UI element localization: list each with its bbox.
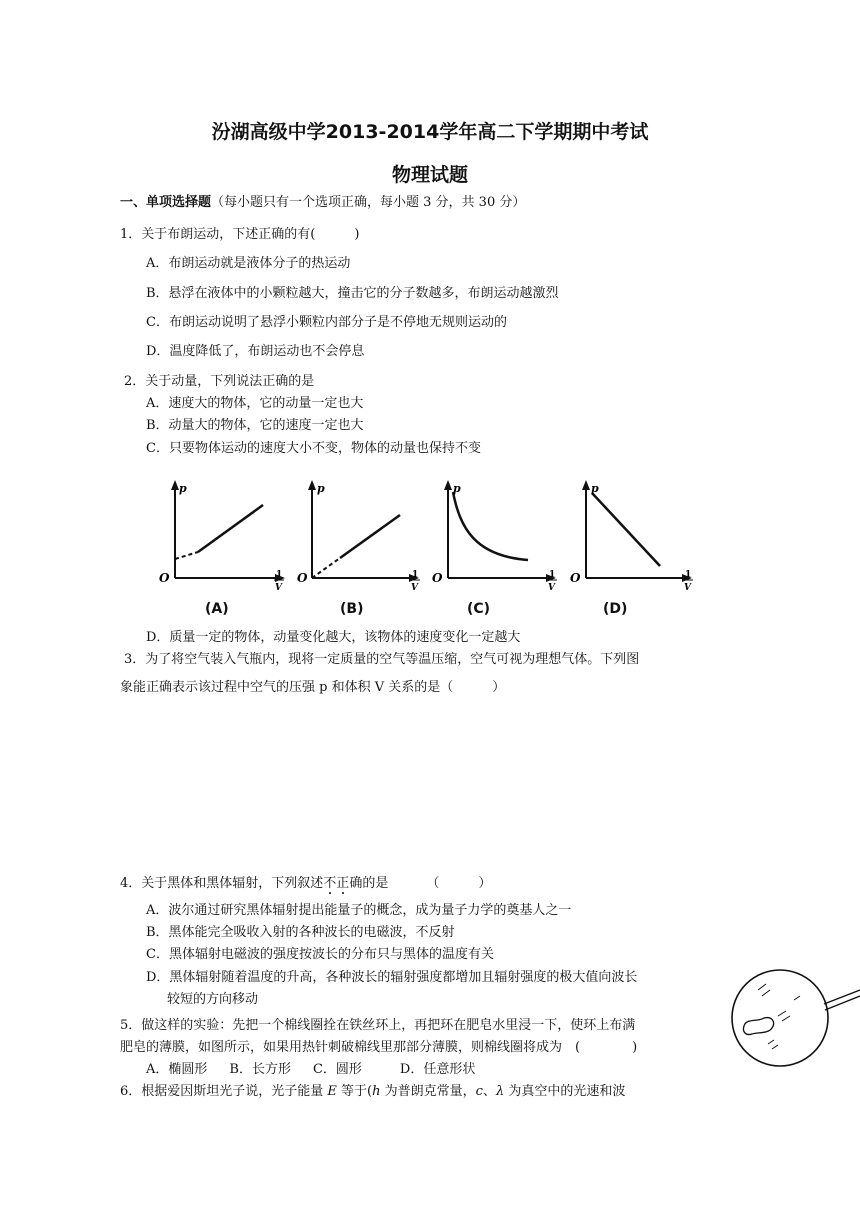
question-3-line-1: 3．为了将空气装入气瓶内，现将一定质量的空气等温压缩，空气可视为理想气体。下列图 (124, 652, 640, 667)
question-1-option-d: D．温度降低了，布朗运动也不会停息 (146, 344, 365, 359)
graph-a-y-label: p (179, 482, 187, 495)
question-2-option-c: C．只要物体运动的速度大小不变，物体的动量也保持不变 (146, 441, 481, 456)
question-3-line-2: 象能正确表示该过程中空气的压强 p 和体积 V 关系的是（ ） (120, 680, 506, 695)
question-2-option-d: D．质量一定的物体，动量变化越大，该物体的速度变化一定越大 (146, 630, 521, 645)
graph-c-label: (C) (467, 601, 491, 617)
question-2-option-b: B．动量大的物体，它的速度一定也大 (146, 418, 364, 433)
graph-a-origin: O (159, 571, 170, 585)
graph-b-label: (B) (340, 601, 364, 617)
question-1-option-c: C．布朗运动说明了悬浮小颗粒内部分子是不停地无规则运动的 (146, 315, 507, 330)
question-4-emphasis-not: 不 (323, 876, 337, 891)
soap-film-ring-figure (728, 960, 860, 1080)
question-4-option-d-line-2: 较短的方向移动 (167, 992, 259, 1007)
question-6-symbol-e: E (327, 1084, 337, 1099)
question-5-line-1: 5．做这样的实验：先把一个棉线圈拴在铁丝环上，再把环在肥皂水里浸一下，使环上布满 (120, 1018, 636, 1033)
graph-a-x-num: 1 (276, 570, 283, 580)
graph-b-origin: O (297, 571, 308, 585)
question-6-separator: 、 (482, 1084, 496, 1099)
graph-d-x-num: 1 (685, 570, 692, 580)
graph-c-x-den: V (548, 583, 555, 593)
graph-d-label: (D) (603, 601, 628, 617)
question-5-option-a: A．椭圆形 (146, 1062, 208, 1077)
question-6-stem (120, 1084, 625, 1100)
question-4-option-c: C．黑体辐射电磁波的强度按波长的分布只与黑体的温度有关 (146, 947, 494, 962)
question-4-option-a: A．波尔通过研究黑体辐射提出能量子的概念，成为量子力学的奠基人之一 (146, 903, 572, 918)
graph-c-x-num: 1 (549, 570, 556, 580)
question-4-stem-post: 确的是 (349, 876, 389, 891)
section-heading-note: （每小题只有一个选项正确，每小题 3 分，共 30 分） (211, 195, 526, 210)
question-6-mid-2: 为普朗克常量， (380, 1084, 476, 1099)
question-5-options (146, 1062, 475, 1078)
question-2-option-a: A．速度大的物体，它的动量一定也大 (146, 396, 364, 411)
question-5-option-c: C．圆形 (312, 1062, 362, 1077)
graph-a-label: (A) (205, 601, 229, 617)
question-6-post: 为真空中的光速和波 (504, 1084, 626, 1099)
graph-c-origin: O (432, 571, 443, 585)
question-2-stem: 2．关于动量，下列说法正确的是 (124, 374, 315, 389)
section-heading-label: 一、单项选择题 (120, 195, 212, 210)
question-5-option-b: B．长方形 (229, 1062, 291, 1077)
question-1-stem: 1．关于布朗运动，下述正确的有( ) (120, 227, 360, 242)
graph-d (566, 478, 706, 623)
question-4-answer-paren: （ ） (426, 876, 492, 891)
graph-c-y-label: p (453, 482, 461, 495)
graph-b (295, 478, 435, 623)
page-title: 汾湖高级中学2013-2014学年高二下学期期中考试 (211, 121, 649, 143)
question-4-emphasis-right: 正 (336, 876, 350, 891)
graph-d-y-label: p (591, 482, 599, 495)
question-4-option-d-line-1: D．黑体辐射随着温度的升高，各种波长的辐射强度都增加且辐射强度的极大值向波长 (146, 970, 638, 985)
question-6-mid-1: 等于( (336, 1084, 373, 1099)
graph-d-x-den: V (684, 583, 691, 593)
question-1-option-a: A．布朗运动就是液体分子的热运动 (146, 256, 351, 271)
question-6-pre: 6．根据爱因斯坦光子说，光子能量 (120, 1084, 328, 1099)
graph-b-x-num: 1 (412, 570, 419, 580)
question-5-option-d: D．任意形状 (399, 1062, 476, 1077)
graph-a-x-den: V (275, 583, 282, 593)
question-6-symbol-h: h (372, 1084, 381, 1099)
question-4-option-b: B．黑体能完全吸收入射的各种波长的电磁波，不反射 (146, 925, 455, 940)
page-subtitle: 物理试题 (391, 164, 468, 186)
question-6-symbol-c: c (475, 1084, 483, 1099)
graph-b-x-den: V (411, 583, 418, 593)
section-heading (120, 195, 525, 211)
question-4-stem (120, 876, 491, 892)
graph-c (430, 478, 570, 623)
question-5-line-2: 肥皂的薄膜，如图所示，如果用热针刺破棉线里那部分薄膜，则棉线圈将成为 ( ) (120, 1040, 638, 1055)
graph-b-y-label: p (317, 482, 325, 495)
question-1-option-b: B．悬浮在液体中的小颗粒越大，撞击它的分子数越多，布朗运动越激烈 (146, 286, 559, 301)
question-6-symbol-lambda: λ (495, 1084, 505, 1099)
graph-d-origin: O (570, 571, 581, 585)
question-4-stem-pre: 4．关于黑体和黑体辐射，下列叙述 (120, 876, 324, 891)
